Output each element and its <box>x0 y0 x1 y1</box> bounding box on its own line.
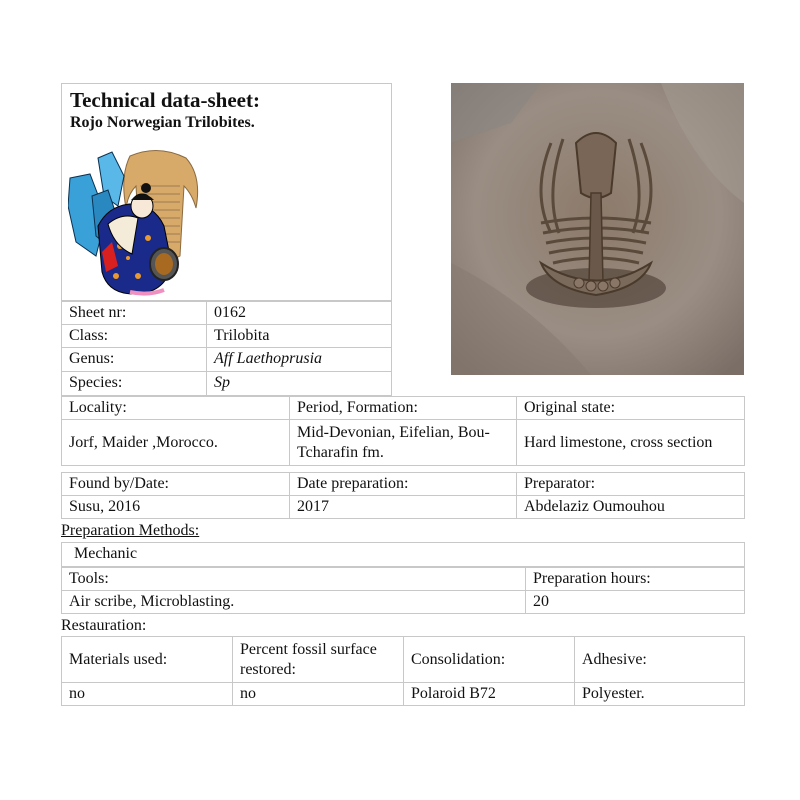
materials-used-value: no <box>61 682 233 706</box>
found-by-value: Susu, 2016 <box>61 495 290 519</box>
period-value <box>289 419 517 466</box>
original-state-value <box>516 419 745 466</box>
preparation-hours-header: Preparation hours: <box>525 567 745 591</box>
date-preparation-header: Date preparation: <box>289 472 517 496</box>
sheet-nr-value: 0162 <box>206 301 392 325</box>
preparation-hours-value: 20 <box>525 590 745 614</box>
preparator-value: Abdelaziz Oumouhou <box>516 495 745 519</box>
page-subtitle: Rojo Norwegian Trilobites. <box>70 114 255 131</box>
locality-value <box>61 419 290 466</box>
period-text: Mid-Devonian, Eifelian, Bou-Tcharafin fm. <box>297 423 490 461</box>
locality-header: Locality: <box>61 396 290 420</box>
species-label: Species: <box>61 371 207 396</box>
adhesive-text: Adhesive: <box>582 650 647 668</box>
materials-used-header <box>61 636 233 683</box>
found-by-header: Found by/Date: <box>61 472 290 496</box>
sheet-nr-label: Sheet nr: <box>61 301 207 325</box>
original-state-header: Original state: <box>516 396 745 420</box>
adhesive-value: Polyester. <box>574 682 745 706</box>
class-value: Trilobita <box>206 324 392 348</box>
percent-restored-value: no <box>232 682 404 706</box>
genus-value: Aff Laethoprusia <box>206 347 392 372</box>
adhesive-header <box>574 636 745 683</box>
tools-header: Tools: <box>61 567 526 591</box>
restauration-label: Restauration: <box>61 617 147 634</box>
fossil-photo <box>451 83 744 375</box>
period-header: Period, Formation: <box>289 396 517 420</box>
class-label: Class: <box>61 324 207 348</box>
consolidation-value: Polaroid B72 <box>403 682 575 706</box>
samurai-trilobite-logo-icon <box>68 146 203 296</box>
consolidation-text: Consolidation: <box>411 650 506 668</box>
method-text: Mechanic <box>74 545 138 562</box>
species-value: Sp <box>206 371 392 396</box>
method-value <box>61 542 745 567</box>
genus-label: Genus: <box>61 347 207 372</box>
consolidation-header <box>403 636 575 683</box>
tools-value: Air scribe, Microblasting. <box>61 590 526 614</box>
locality-text: Jorf, Maider ,Morocco. <box>69 433 218 451</box>
percent-restored-text: Percent fossil surface restored: <box>240 640 377 678</box>
preparation-methods-label: Preparation Methods: <box>61 522 200 539</box>
preparator-header: Preparator: <box>516 472 745 496</box>
page-title: Technical data-sheet: <box>70 88 260 112</box>
date-preparation-value: 2017 <box>289 495 517 519</box>
header-box <box>61 83 392 301</box>
materials-used-text: Materials used: <box>69 650 168 668</box>
original-state-text: Hard limestone, cross section <box>524 433 713 451</box>
percent-restored-header <box>232 636 404 683</box>
